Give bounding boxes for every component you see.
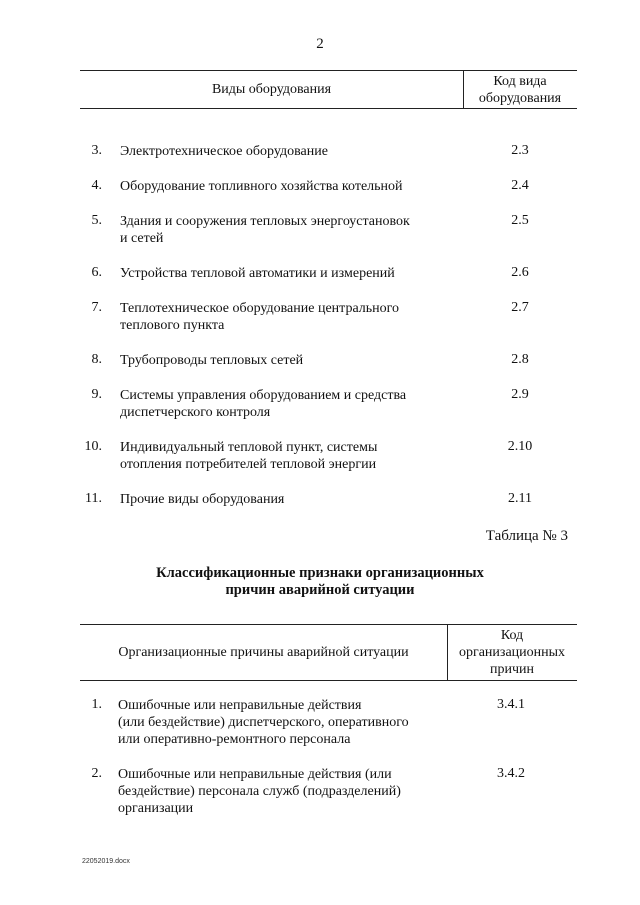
header-causes-code-line3: причин — [489, 662, 534, 677]
row-text-line2: отопления потребителей тепловой энергии — [120, 457, 377, 472]
row-number: 4. — [91, 178, 102, 193]
footer-filename: 22052019.docx — [82, 858, 130, 865]
row-number: 10. — [84, 439, 102, 454]
table-top-border — [80, 70, 577, 71]
row-text-line1: Системы управления оборудованием и средства — [120, 388, 407, 403]
row-text-line1: Ошибочные или неправильные действия — [118, 698, 362, 713]
header-causes-code — [447, 627, 577, 678]
row-code: 2.3 — [511, 143, 529, 158]
row-text-line3: организации — [118, 801, 194, 816]
row-text-line1: Трубопроводы тепловых сетей — [120, 353, 304, 368]
row-text-line1: Оборудование топливного хозяйства котельной — [120, 179, 403, 194]
row-number: 1. — [91, 697, 102, 712]
row-code: 2.5 — [511, 213, 529, 228]
header-organizational-causes: Организационные причины аварийной ситуации — [118, 645, 409, 660]
row-text-line1: Прочие виды оборудования — [120, 492, 285, 507]
table-caption: Таблица № 3 — [485, 528, 568, 544]
row-code: 2.6 — [511, 265, 529, 280]
row-number: 9. — [91, 387, 102, 402]
row-text-line2: теплового пункта — [120, 318, 225, 333]
table-title — [0, 565, 640, 599]
row-number: 11. — [85, 491, 102, 506]
row-number: 3. — [91, 143, 102, 158]
row-text-line2: и сетей — [120, 231, 164, 246]
row-text-line1: Здания и сооружения тепловых энергоустановок — [120, 214, 410, 229]
table-header-bottom-border — [80, 108, 577, 109]
row-text-line1: Теплотехническое оборудование центрального — [120, 301, 400, 316]
row-number: 5. — [91, 213, 102, 228]
row-number: 2. — [91, 766, 102, 781]
header-equipment-code-line1: Код вида — [493, 74, 547, 89]
header-equipment-types: Виды оборудования — [211, 82, 332, 97]
table-header-bottom-border — [80, 680, 577, 681]
row-number: 6. — [91, 265, 102, 280]
row-text-line1: Устройства тепловой автоматики и измерений — [120, 266, 395, 281]
table-title-line2: причин аварийной ситуации — [225, 582, 415, 598]
row-text-line1: Электротехническое оборудование — [120, 144, 328, 159]
row-code: 3.4.2 — [497, 766, 525, 781]
row-code: 2.9 — [511, 387, 529, 402]
row-text-line1: Ошибочные или неправильные действия (или — [118, 767, 392, 782]
row-code: 2.8 — [511, 352, 529, 367]
row-number: 7. — [91, 300, 102, 315]
row-code: 3.4.1 — [497, 697, 525, 712]
row-number: 8. — [91, 352, 102, 367]
row-text-line2: бездействие) персонала служб (подразделений) — [118, 784, 401, 799]
header-equipment-code-line2: оборудования — [478, 91, 562, 106]
row-text-line3: или оперативно-ремонтного персонала — [118, 732, 351, 747]
row-text-line2: (или бездействие) диспетчерского, оперативного — [118, 715, 409, 730]
row-text-line2: диспетчерского контроля — [120, 405, 271, 420]
row-code: 2.7 — [511, 300, 529, 315]
header-equipment-code — [463, 73, 577, 107]
page-number: 2 — [316, 36, 324, 52]
row-text-line1: Индивидуальный тепловой пункт, системы — [120, 440, 378, 455]
table-top-border — [80, 624, 577, 625]
header-causes-code-line1: Код — [500, 628, 524, 643]
row-code: 2.11 — [508, 491, 532, 506]
row-code: 2.10 — [507, 439, 533, 454]
table-title-line1: Классификационные признаки организационных — [156, 565, 484, 581]
row-code: 2.4 — [511, 178, 529, 193]
header-causes-code-line2: организационных — [458, 645, 566, 660]
